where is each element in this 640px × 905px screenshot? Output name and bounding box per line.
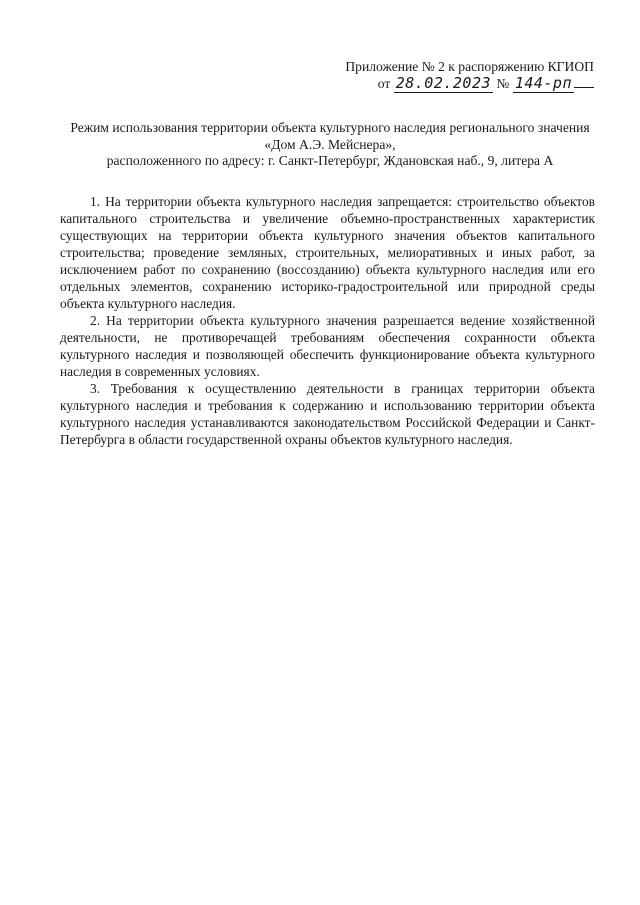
title-line-1: Режим использования территории объекта культурного наследия регионального значения xyxy=(70,120,590,135)
document-body xyxy=(60,193,595,448)
appendix-line: Приложение № 2 к распоряжению КГИОП xyxy=(345,59,594,74)
order-prefix: от xyxy=(377,76,391,91)
order-number: 144-рп xyxy=(514,74,572,92)
paragraph-1: 1. На территории объекта культурного наследия запрещается: строительство объектов капитального строительства и увеличение объемно-пространственных характеристик существующих на территории объекта культурного значения объектов капитального строительства; проведение земляных, строительных, мелиоративных и иных работ, за исключением работ по сохранению (воссозданию) объекта культурного наследия или его отдельных элементов, сохранению историко-градостроительной или природной среды объекта культурного наследия. xyxy=(60,194,595,311)
document-title xyxy=(60,120,600,170)
paragraph-2: 2. На территории объекта культурного значения разрешается ведение хозяйственной деятельности, не противоречащей требованиям обеспечения сохранности объекта культурного наследия и позволяющей обеспечить функционирование объекта культурного наследия в современных условиях. xyxy=(60,313,595,379)
title-line-3: расположенного по адресу: г. Санкт-Петербург, Ждановская наб., 9, литера А xyxy=(106,153,554,168)
title-line-2: «Дом А.Э. Мейснера», xyxy=(264,136,396,152)
appendix-header xyxy=(294,58,594,92)
order-date: 28.02.2023 xyxy=(395,74,492,92)
order-underline xyxy=(574,75,594,88)
order-reference xyxy=(294,75,594,92)
paragraph-3: 3. Требования к осуществлению деятельности в границах территории объекта культурного наследия и требования к содержанию и использованию территории объекта культурного наследия устанавливаются законодательством Российской Федерации и Санкт-Петербурга в области государственной охраны объектов культурного наследия. xyxy=(60,381,595,447)
order-number-sign: № xyxy=(496,76,510,91)
